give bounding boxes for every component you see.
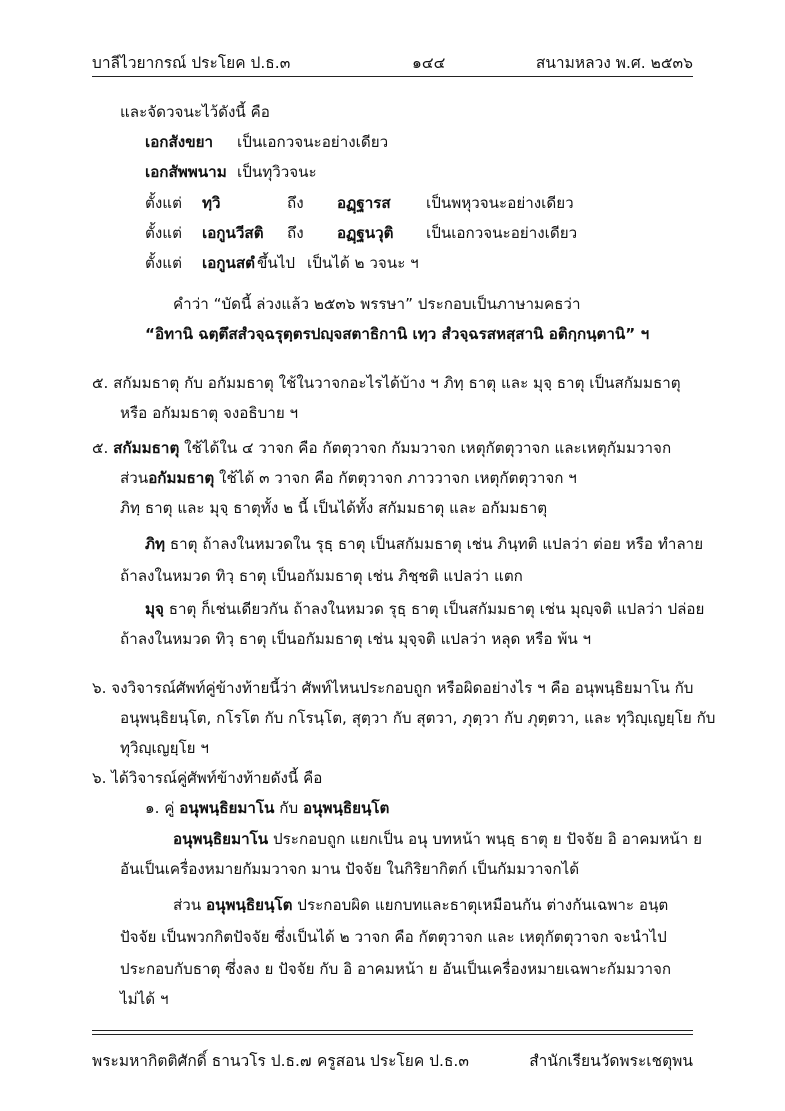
range-to: อฏฺฐารส: [337, 194, 391, 212]
answer-number: ๕.: [92, 439, 109, 457]
range-to-label: ถึง: [287, 224, 304, 242]
range-row: [145, 252, 625, 274]
question-5-line: ๕. สกัมมธาตุ กับ อกัมมธาตุ ใช้ในวาจกอะไรได้บ้าง ฯ ภิทฺ ธาตุ และ มุจฺ ธาตุ เป็นสกัมมธาตุ: [92, 374, 681, 392]
range-row: [145, 222, 625, 244]
term-anubandhiyamano: อนุพนฺธิยมาโน: [173, 830, 269, 848]
answer-6-line: [173, 894, 668, 916]
footer-right: สำนักเรียนวัดพระเชตุพน: [529, 1052, 693, 1070]
range-from: เอกูนวีสติ: [202, 224, 264, 242]
pair-number: ๑. คู่: [145, 799, 175, 817]
answer-text: ประกอบผิด แยกบทและธาตุเหมือนกัน ต่างกันเฉพาะ อนฺต: [292, 896, 669, 914]
question-6-line: อนุพนฺธิยนฺโต, กโรโต กับ กโรนฺโต, สุตฺวา กับ สุตวา, ภุตฺวา กับ ภุตฺตวา, และ ทุวิญฺเญยฺโย กับ: [120, 709, 716, 727]
question-6-line: ๖. จงวิจารณ์ศัพท์คู่ข้างท้ายนี้ว่า ศัพท์ไหนประกอบถูก หรือผิดอย่างไร ฯ คือ อนุพนฺธิยมาโน กับ: [92, 679, 694, 697]
range-to-label: ขึ้นไป: [257, 254, 296, 272]
example-line: คำว่า “บัดนี้ ล่วงแล้ว ๒๕๓๖ พรรษา” ประกอบเป็นภาษามคธว่า: [173, 295, 581, 313]
pair-heading: [145, 797, 389, 819]
range-from-label: ตั้งแต่: [145, 224, 182, 242]
range-desc: เป็นเอกวจนะอย่างเดียว: [426, 224, 578, 242]
footer-rule: [92, 1034, 693, 1035]
question-6-line: ทุวิญฺเญยฺโย ฯ: [120, 739, 209, 757]
answer-text: ธาตุ ถ้าลงในหมวดใน รุธฺ ธาตุ เป็นสกัมมธาตุ เช่น ภินฺทติ แปลว่า ต่อย หรือ ทำลาย: [165, 535, 704, 553]
answer-text: ธาตุ ก็เช่นเดียวกัน ถ้าลงในหมวด รุธฺ ธาตุ เป็นสกัมมธาตุ เช่น มุญฺจติ แปลว่า ปล่อย: [163, 600, 705, 618]
answer-text: ส่วน: [120, 469, 149, 487]
range-from: ทฺวิ: [202, 194, 221, 212]
range-to: อฏฺฐนวุติ: [337, 224, 394, 242]
page-header: [92, 50, 693, 72]
term-sakamma: สกัมมธาตุ: [113, 439, 180, 457]
answer-6-line: [173, 828, 702, 850]
header-left: บาลีไวยากรณ์ ประโยค ป.ธ.๓: [92, 54, 291, 72]
question-5-line: หรือ อกัมมธาตุ จงอธิบาย ฯ: [120, 404, 299, 422]
range-to-label: ถึง: [287, 194, 304, 212]
answer-6-line: ไม่ได้ ฯ: [120, 990, 169, 1008]
range-desc: เป็นพหุวจนะอย่างเดียว: [426, 194, 574, 212]
pair-conj: กับ: [274, 799, 303, 817]
answer-5-line: [145, 533, 703, 555]
range-row: [145, 192, 625, 214]
pair-term-b: อนุพนฺธิยนฺโต: [302, 799, 390, 817]
rule-row: [145, 161, 317, 183]
footer-left: พระมหากิตติศักดิ์ ธานวโร ป.ธ.๗: [92, 1052, 312, 1070]
intro-line: และจัดวจนะไว้ดังนี้ คือ: [120, 103, 270, 121]
answer-6-line: อันเป็นเครื่องหมายกัมมวาจก มาน ปัจจัย ในกิริยากิตก์ เป็นกัมมวาจกได้: [120, 860, 580, 878]
range-from: เอกูนสตํ: [202, 254, 256, 272]
range-from-label: ตั้งแต่: [145, 254, 182, 272]
term-akamma: อกัมมธาตุ: [148, 469, 215, 487]
header-right: สนามหลวง พ.ศ. ๒๕๓๖: [535, 54, 693, 72]
answer-6-line: ประกอบกับธาตุ ซึ่งลง ย ปัจจัย กับ อิ อาคมหน้า ย อันเป็นเครื่องหมายเฉพาะกัมมวาจก: [120, 960, 672, 978]
term-bhid: ภิทฺ: [145, 535, 166, 553]
answer-5-line: ถ้าลงในหมวด ทิวฺ ธาตุ เป็นอกัมมธาตุ เช่น มุจฺจติ แปลว่า หลุด หรือ พ้น ฯ: [120, 630, 592, 648]
rule-row: [145, 131, 389, 153]
header-rule: [92, 76, 693, 77]
answer-5-line: ถ้าลงในหมวด ทิวฺ ธาตุ เป็นอกัมมธาตุ เช่น ภิชฺชติ แปลว่า แตก: [120, 567, 523, 585]
term-much: มุจฺ: [145, 600, 164, 618]
pair-term-a: อนุพนฺธิยมาโน: [179, 799, 275, 817]
footer-center: ครูสอน ประโยค ป.ธ.๓: [317, 1052, 469, 1070]
answer-text: ใช้ได้ ๓ วาจก คือ กัตตุวาจก ภาววาจก เหตุกัตตุวาจก ฯ: [214, 469, 577, 487]
term-anubandhiyanto: อนุพนฺธิยนฺโต: [206, 896, 293, 914]
rule-desc: เป็นเอกวจนะอย่างเดียว: [237, 133, 389, 151]
range-desc: เป็นได้ ๒ วจนะ ฯ: [307, 254, 419, 272]
answer-text: ส่วน: [173, 896, 207, 914]
answer-text: ประกอบถูก แยกเป็น อนุ บทหน้า พนฺธฺ ธาตุ ย ปัจจัย อิ อาคมหน้า ย: [268, 830, 703, 848]
footer-rule: [92, 1030, 693, 1031]
rule-term: เอกสังขยา: [145, 133, 214, 151]
answer-5-line: [120, 467, 577, 489]
answer-5-line: [92, 437, 671, 459]
rule-desc: เป็นทุวิวจนะ: [237, 163, 317, 181]
range-from-label: ตั้งแต่: [145, 194, 182, 212]
answer-6-line: ปัจจัย เป็นพวกกิตปัจจัย ซึ่งเป็นได้ ๒ วาจก คือ กัตตุวาจก และ เหตุกัตตุวาจก จะนำไป: [120, 928, 667, 946]
answer-text: ใช้ได้ใน ๔ วาจก คือ กัตตุวาจก กัมมวาจก เหตุกัตตุวาจก และเหตุกัมมวาจก: [179, 439, 672, 457]
page-footer: [92, 1048, 693, 1070]
answer-5-line: [145, 598, 704, 620]
page-number: ๑๔๔: [412, 54, 446, 72]
example-pali: “อิทานิ ฉตฺตึสสํวจฺฉรุตฺตรปญฺจสตาธิกานิ เทฺว สํวจฺฉรสหสฺสานิ อติกฺกนฺตานิ” ฯ: [145, 325, 650, 343]
answer-6-line: ๖. ได้วิจารณ์คู่ศัพท์ข้างท้ายดังนี้ คือ: [92, 769, 323, 787]
rule-term: เอกสัพพนาม: [145, 163, 227, 181]
answer-5-line: ภิทฺ ธาตุ และ มุจฺ ธาตุทั้ง ๒ นี้ เป็นได้ทั้ง สกัมมธาตุ และ อกัมมธาตุ: [120, 499, 548, 517]
